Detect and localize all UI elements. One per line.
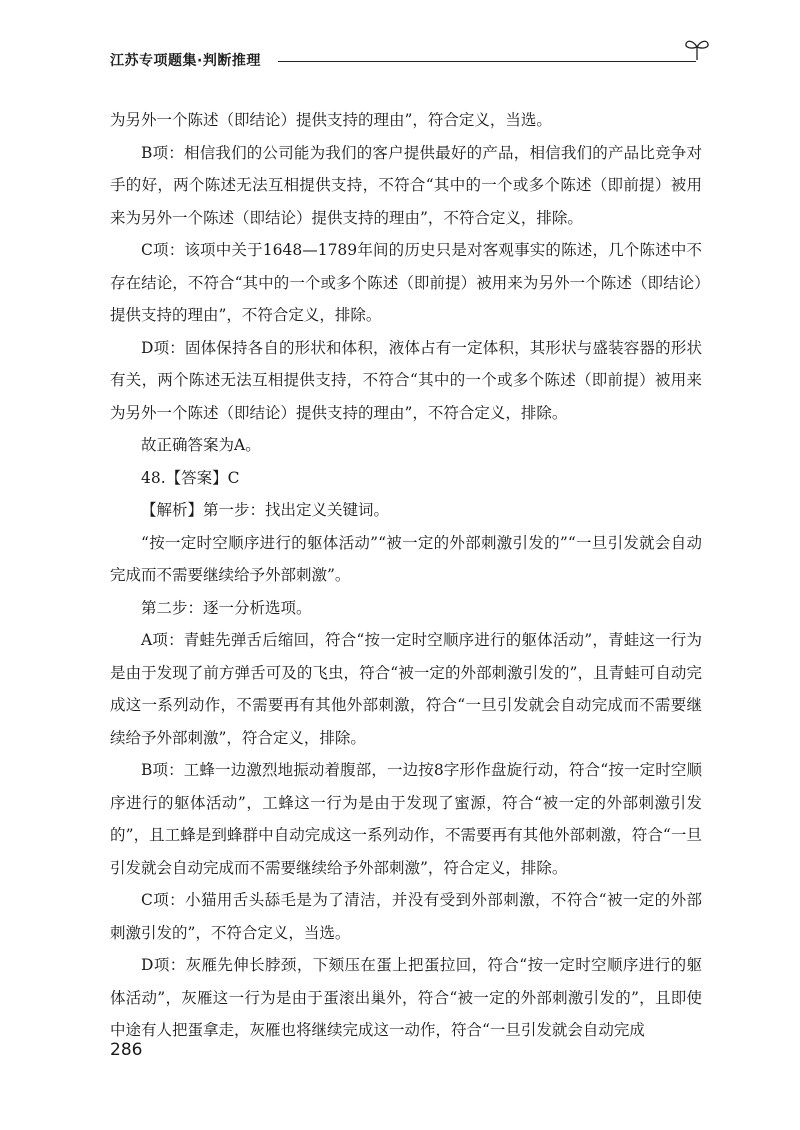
page-body [110,104,702,1047]
body-paragraph: 48.【答案】C [141,468,240,487]
running-header-title: 江苏专项题集·判断推理 [110,53,261,69]
body-paragraph: C项：小猫用舌头舔毛是为了清洁，并没有受到外部刺激，不符合“被一定的外部刺激引发的”，不符合定义，当选。 [110,891,702,942]
page-header [110,46,710,76]
body-paragraph: 故正确答案为A。 [141,436,261,454]
body-paragraph: “按一定时空顺序进行的躯体活动”“被一定的外部刺激引发的”“一旦引发就会自动完成而不需要继续给予外部刺激”。 [110,533,702,584]
body-paragraph: D项：灰雁先伸长脖颈，下颏压在蛋上把蛋拉回，符合“按一定时空顺序进行的躯体活动”，灰雁这一行为是由于蛋滚出巢外，符合“被一定的外部刺激引发的”，且即使中途有人把蛋拿走，灰雁也将继续完成这一动作，符合“一旦引发就会自动完成 [110,956,702,1039]
page-number: 286 [110,1040,143,1060]
sprout-icon [684,36,710,62]
body-paragraph: 为另外一个陈述（即结论）提供支持的理由”，符合定义，当选。 [110,111,552,129]
body-paragraph: 【解析】第一步：找出定义关键词。 [141,501,390,519]
body-paragraph: D项：固体保持各自的形状和体积，液体占有一定体积，其形状与盛装容器的形状有关，两个陈述无法互相提供支持，不符合“其中的一个或多个陈述（即前提）被用来为另外一个陈述（即结论）提供支持的理由”，不符合定义，排除。 [110,338,702,422]
header-rule [278,61,696,62]
body-paragraph: B项：工蜂一边激烈地振动着腹部，一边按8字形作盘旋行动，符合“按一定时空顺序进行的躯体活动”，工蜂这一行为是由于发现了蜜源，符合“被一定的外部刺激引发的”，且工蜂是到蜂群中自动完成这一系列动作，不需要再有其他外部刺激，符合“一旦引发就会自动完成而不需要继续给予外部刺激”，符合定义，排除。 [110,761,702,877]
body-paragraph: A项：青蛙先弹舌后缩回，符合“按一定时空顺序进行的躯体活动”，青蛙这一行为是由于发现了前方弹舌可及的飞虫，符合“被一定的外部刺激引发的”，且青蛙可自动完成这一系列动作，不需要再有其他外部刺激，符合“一旦引发就会自动完成而不需要继续给予外部刺激”，符合定义，排除。 [110,631,702,747]
body-paragraph: 第二步：逐一分析选项。 [141,598,312,617]
body-paragraph: C项：该项中关于1648—1789年间的历史只是对客观事实的陈述，几个陈述中不存在结论，不符合“其中的一个或多个陈述（即前提）被用来为另外一个陈述（即结论）提供支持的理由”，不符合定义，排除。 [110,241,702,324]
body-paragraph: B项：相信我们的公司能为我们的客户提供最好的产品，相信我们的产品比竞争对手的好，两个陈述无法互相提供支持，不符合“其中的一个或多个陈述（即前提）被用来为另外一个陈述（即结论）提供支持的理由”，不符合定义，排除。 [110,143,702,227]
